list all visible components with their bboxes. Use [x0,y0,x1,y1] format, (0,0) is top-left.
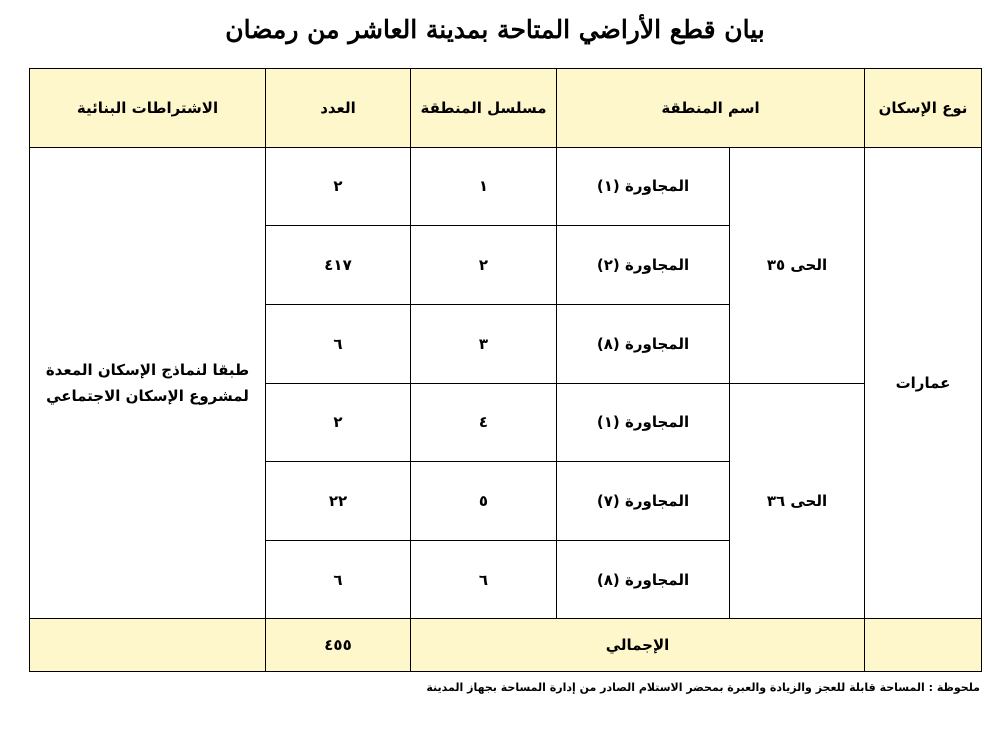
count-cell: ٦ [266,540,411,619]
header-area-name: اسم المنطقة [557,69,865,148]
table-row [30,147,982,226]
count-cell: ٢ [266,147,411,226]
count-cell: ٤١٧ [266,226,411,305]
total-value-cell: ٤٥٥ [266,619,411,672]
serial-cell: ٤ [411,383,557,462]
page-title: بيان قطع الأراضي المتاحة بمدينة العاشر من رمضان [225,15,765,44]
neighborhood-cell: المجاورة (٨) [557,540,730,619]
total-blank-cell [30,619,266,672]
total-label-cell: الإجمالي [411,619,865,672]
serial-cell: ١ [411,147,557,226]
count-cell: ٢٢ [266,462,411,541]
building-conditions-cell: طبقا لنماذج الإسكان المعدة لمشروع الإسكان الاجتماعي [30,147,266,619]
header-housing-type: نوع الإسكان [865,69,982,148]
neighborhood-cell: المجاورة (١) [557,383,730,462]
serial-cell: ٣ [411,304,557,383]
count-cell: ٢ [266,383,411,462]
header-count: العدد [266,69,411,148]
district-cell: الحى ٣٦ [730,383,865,619]
serial-cell: ٦ [411,540,557,619]
neighborhood-cell: المجاورة (٨) [557,304,730,383]
neighborhood-cell: المجاورة (٧) [557,462,730,541]
land-plots-table [29,68,982,672]
footnote: ملحوظة : المساحة قابلة للعجز والزيادة والعبرة بمحضر الاستلام الصادر من إدارة المساحة بجهاز المدينة [426,681,980,694]
count-cell: ٦ [266,304,411,383]
header-row [30,69,982,148]
total-blank-cell [865,619,982,672]
header-building-conditions: الاشتراطات البنائية [30,69,266,148]
total-row [30,619,982,672]
district-cell: الحى ٣٥ [730,147,865,383]
housing-type-cell: عمارات [865,147,982,619]
neighborhood-cell: المجاورة (١) [557,147,730,226]
header-area-serial: مسلسل المنطقة [411,69,557,148]
serial-cell: ٥ [411,462,557,541]
neighborhood-cell: المجاورة (٢) [557,226,730,305]
serial-cell: ٢ [411,226,557,305]
